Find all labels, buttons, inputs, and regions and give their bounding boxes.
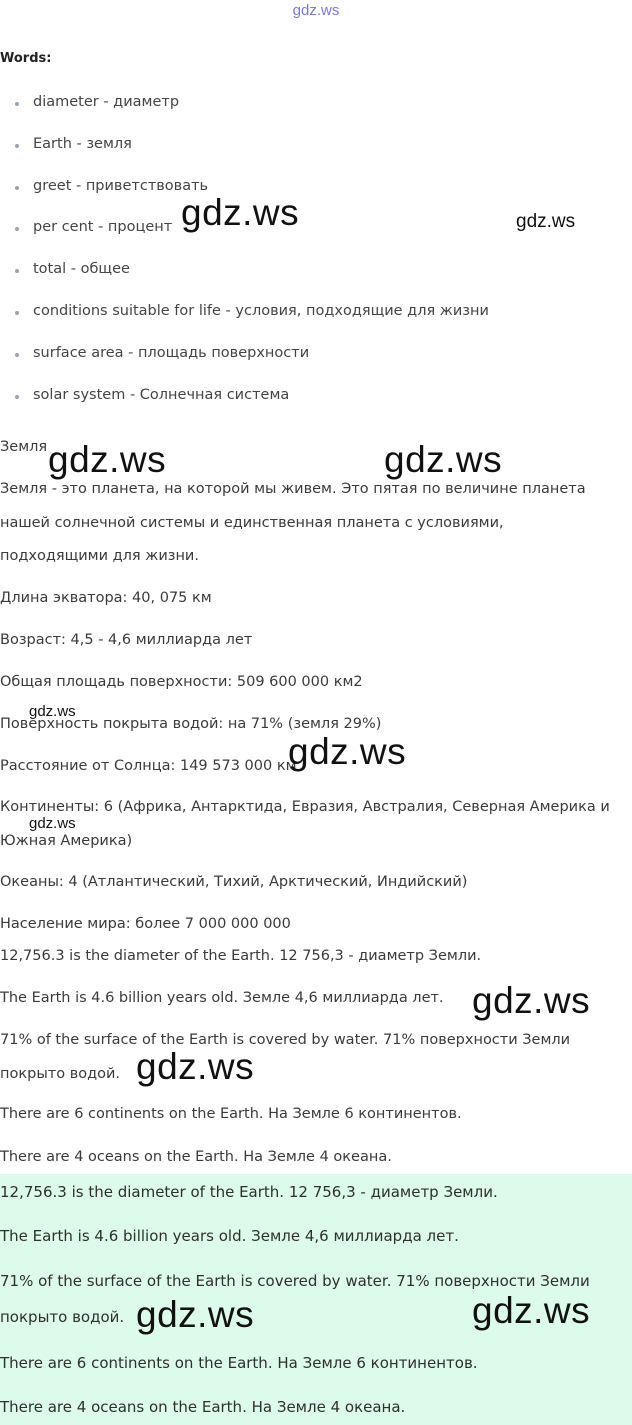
earth-intro-line-3: подходящими для жизни. (0, 548, 199, 564)
vocab-entry: surface area - площадь поверхности (33, 344, 310, 361)
watermark: gdz.ws (516, 211, 576, 232)
answer-water-line-2: покрыто водой. (0, 1308, 125, 1326)
list-item (14, 261, 489, 303)
vocab-entry: diameter - диаметр (33, 94, 180, 110)
fact-surface-area: Общая площадь поверхности: 509 600 000 км2 (0, 674, 363, 690)
bullet-icon (15, 311, 19, 315)
watermark: gdz.ws (29, 703, 76, 720)
sentence-diameter: 12,756.3 is the diameter of the Earth. 12 756,3 - диаметр Земли. (0, 948, 482, 964)
list-item (14, 94, 489, 136)
bullet-icon (15, 144, 19, 148)
watermark: gdz.ws (29, 815, 76, 832)
sentence-water-line-1: 71% of the surface of the Earth is covered by water. 71% поверхности Земли (0, 1032, 571, 1048)
bullet-icon (15, 227, 19, 231)
vocabulary-list (14, 94, 489, 428)
answer-continents: There are 6 continents on the Earth. На Земле 6 континентов. (0, 1354, 478, 1372)
answer-oceans: There are 4 oceans on the Earth. На Земле 4 океана. (0, 1398, 406, 1416)
fact-oceans: Океаны: 4 (Атлантический, Тихий, Арктический, Индийский) (0, 874, 468, 890)
fact-population: Население мира: более 7 000 000 000 (0, 916, 291, 932)
earth-intro-line-1: Земля - это планета, на которой мы живем. Это пятая по величине планета (0, 481, 586, 497)
bullet-icon (15, 102, 19, 106)
answer-diameter: 12,756.3 is the diameter of the Earth. 12 756,3 - диаметр Земли. (0, 1183, 498, 1201)
sentence-water-line-2: покрыто водой. (0, 1066, 121, 1082)
bullet-icon (15, 269, 19, 273)
site-header-link[interactable]: gdz.ws (292, 2, 340, 19)
bullet-icon (15, 353, 19, 357)
vocab-entry: total - общее (33, 261, 130, 278)
watermark: gdz.ws (472, 980, 591, 1021)
fact-age: Возраст: 4,5 - 4,6 миллиарда лет (0, 632, 253, 648)
fact-continents-line-1: Континенты: 6 (Африка, Антарктида, Евразия, Австралия, Северная Америка и (0, 799, 610, 815)
watermark: gdz.ws (472, 1290, 591, 1331)
sentence-oceans: There are 4 oceans on the Earth. На Земле 4 океана. (0, 1149, 392, 1165)
vocab-entry: solar system - Солнечная система (33, 386, 290, 403)
watermark: gdz.ws (48, 439, 167, 480)
earth-section-title: Земля (0, 439, 48, 455)
bullet-icon (15, 186, 19, 190)
sentence-continents: There are 6 continents on the Earth. На Земле 6 континентов. (0, 1106, 462, 1122)
fact-water: Поверхность покрыта водой: на 71% (земля 29%) (0, 716, 382, 732)
vocab-entry: per cent - процент (33, 219, 173, 236)
fact-continents-line-2: Южная Америка) (0, 833, 133, 849)
watermark: gdz.ws (136, 1294, 255, 1335)
answer-age: The Earth is 4.6 billion years old. Земле 4,6 миллиарда лет. (0, 1227, 459, 1245)
vocab-entry: greet - приветствовать (33, 177, 209, 194)
earth-intro-line-2: нашей солнечной системы и единственная планета с условиями, (0, 515, 504, 531)
list-item (14, 345, 489, 387)
fact-distance: Расстояние от Солнца: 149 573 000 км (0, 758, 297, 774)
list-item (14, 387, 489, 429)
list-item (14, 136, 489, 178)
watermark: gdz.ws (136, 1046, 255, 1087)
watermark: gdz.ws (384, 439, 503, 480)
answer-water-line-1: 71% of the surface of the Earth is covered by water. 71% поверхности Земли (0, 1272, 590, 1290)
watermark: gdz.ws (181, 192, 300, 233)
watermark: gdz.ws (288, 731, 407, 772)
words-heading: Words: (0, 51, 52, 66)
list-item (14, 303, 489, 345)
vocab-entry: Earth - земля (33, 135, 132, 152)
vocab-entry: conditions suitable for life - условия, подходящие для жизни (33, 302, 489, 319)
fact-equator: Длина экватора: 40, 075 км (0, 590, 212, 606)
sentence-age: The Earth is 4.6 billion years old. Земле 4,6 миллиарда лет. (0, 990, 444, 1006)
bullet-icon (15, 395, 19, 399)
